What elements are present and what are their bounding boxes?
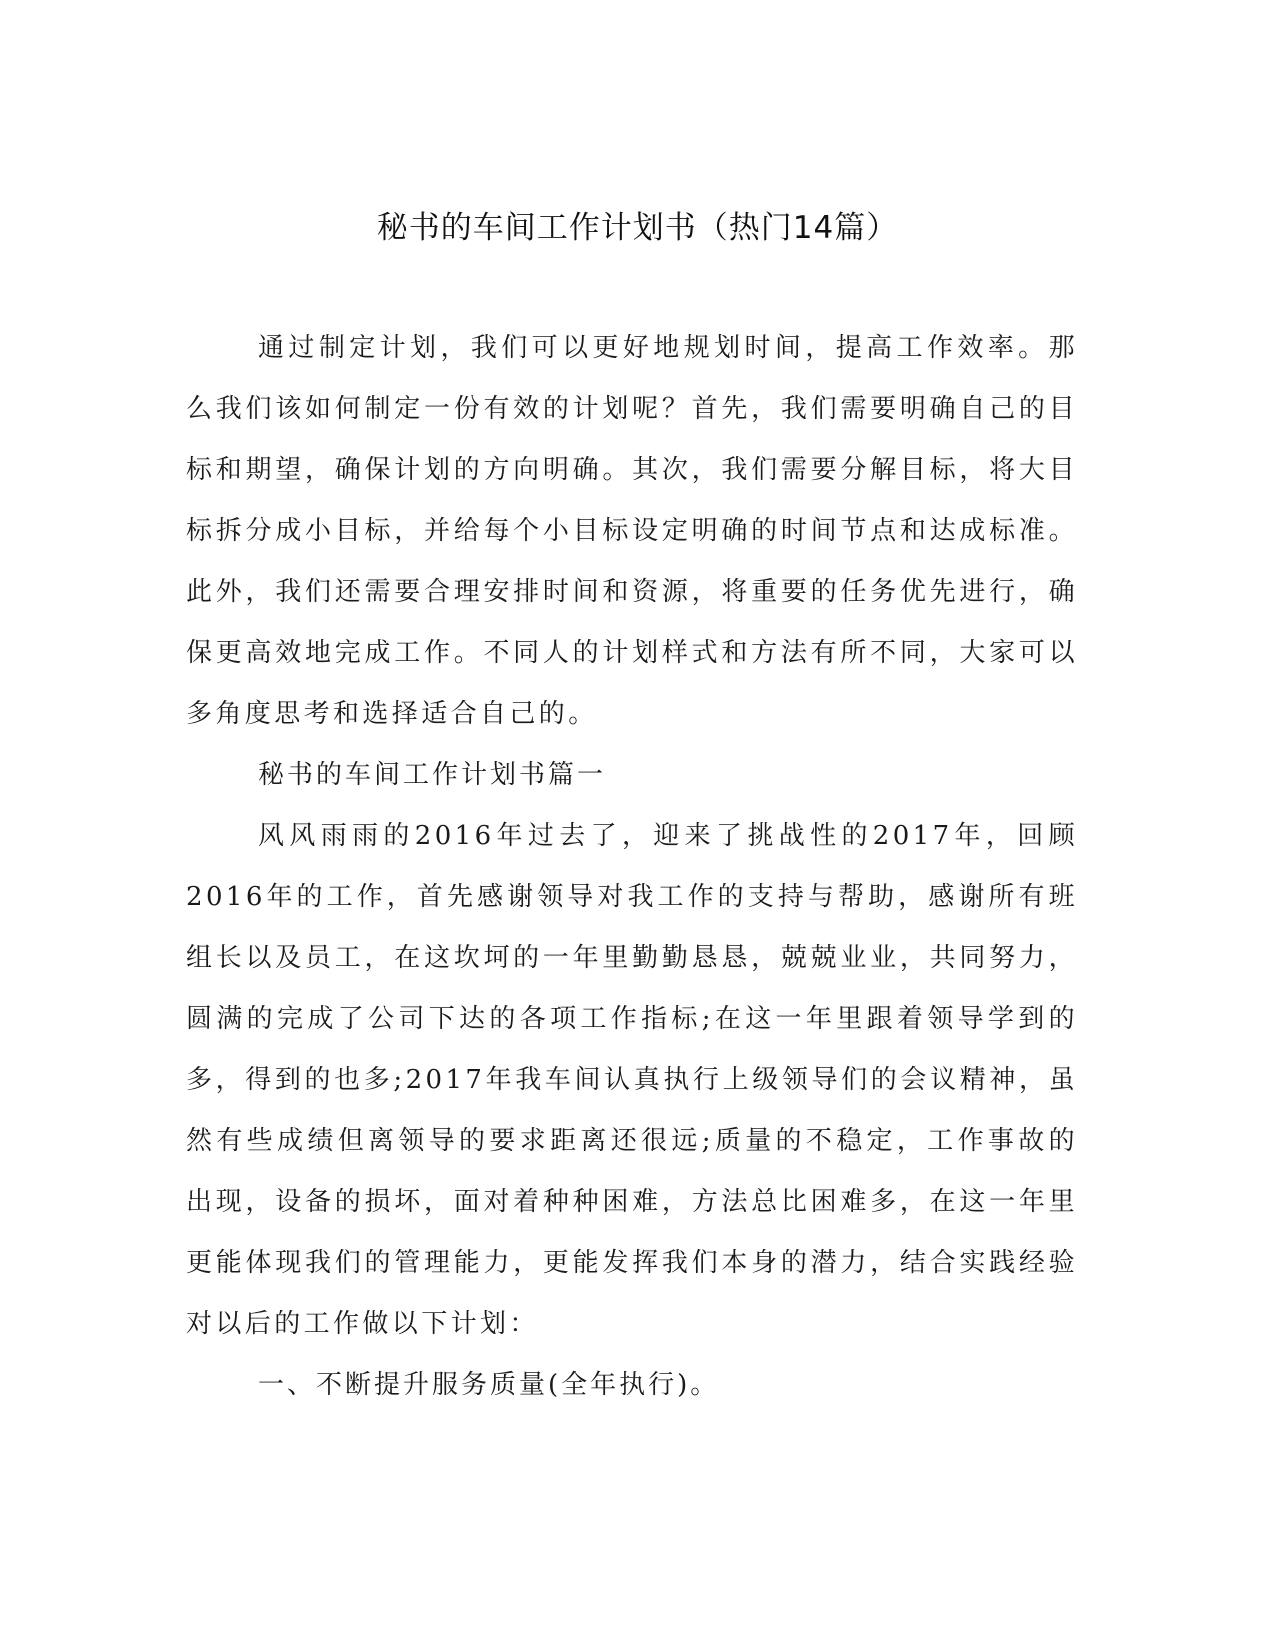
- body-paragraph: 风风雨雨的2016年过去了，迎来了挑战性的2017年，回顾2016年的工作，首先感谢领导对我工作的支持与帮助，感谢所有班组长以及员工，在这坎坷的一年里勤勤恳恳，兢兢业业，共同努力，圆满的完成了公司下达的各项工作指标;在这一年里跟着领导学到的多，得到的也多;2017年我车间认真执行上级领导们的会议精神，虽然有些成绩但离领导的要求距离还很远;质量的不稳定，工作事故的出现，设备的损坏，面对着种种困难，方法总比困难多，在这一年里更能体现我们的管理能力，更能发挥我们本身的潜力，结合实践经验对以后的工作做以下计划：: [186, 821, 1078, 1339]
- document-body: [186, 318, 1078, 1416]
- document-title: 秘书的车间工作计划书（热门14篇）: [376, 210, 899, 246]
- list-item-heading: 一、不断提升服务质量(全年执行)。: [258, 1370, 720, 1400]
- section-heading: 秘书的车间工作计划书篇一: [258, 760, 607, 790]
- intro-paragraph: 通过制定计划，我们可以更好地规划时间，提高工作效率。那么我们该如何制定一份有效的计划呢？首先，我们需要明确自己的目标和期望，确保计划的方向明确。其次，我们需要分解目标，将大目标拆分成小目标，并给每个小目标设定明确的时间节点和达成标准。此外，我们还需要合理安排时间和资源，将重要的任务优先进行，确保更高效地完成工作。不同人的计划样式和方法有所不同，大家可以多角度思考和选择适合自己的。: [186, 333, 1078, 729]
